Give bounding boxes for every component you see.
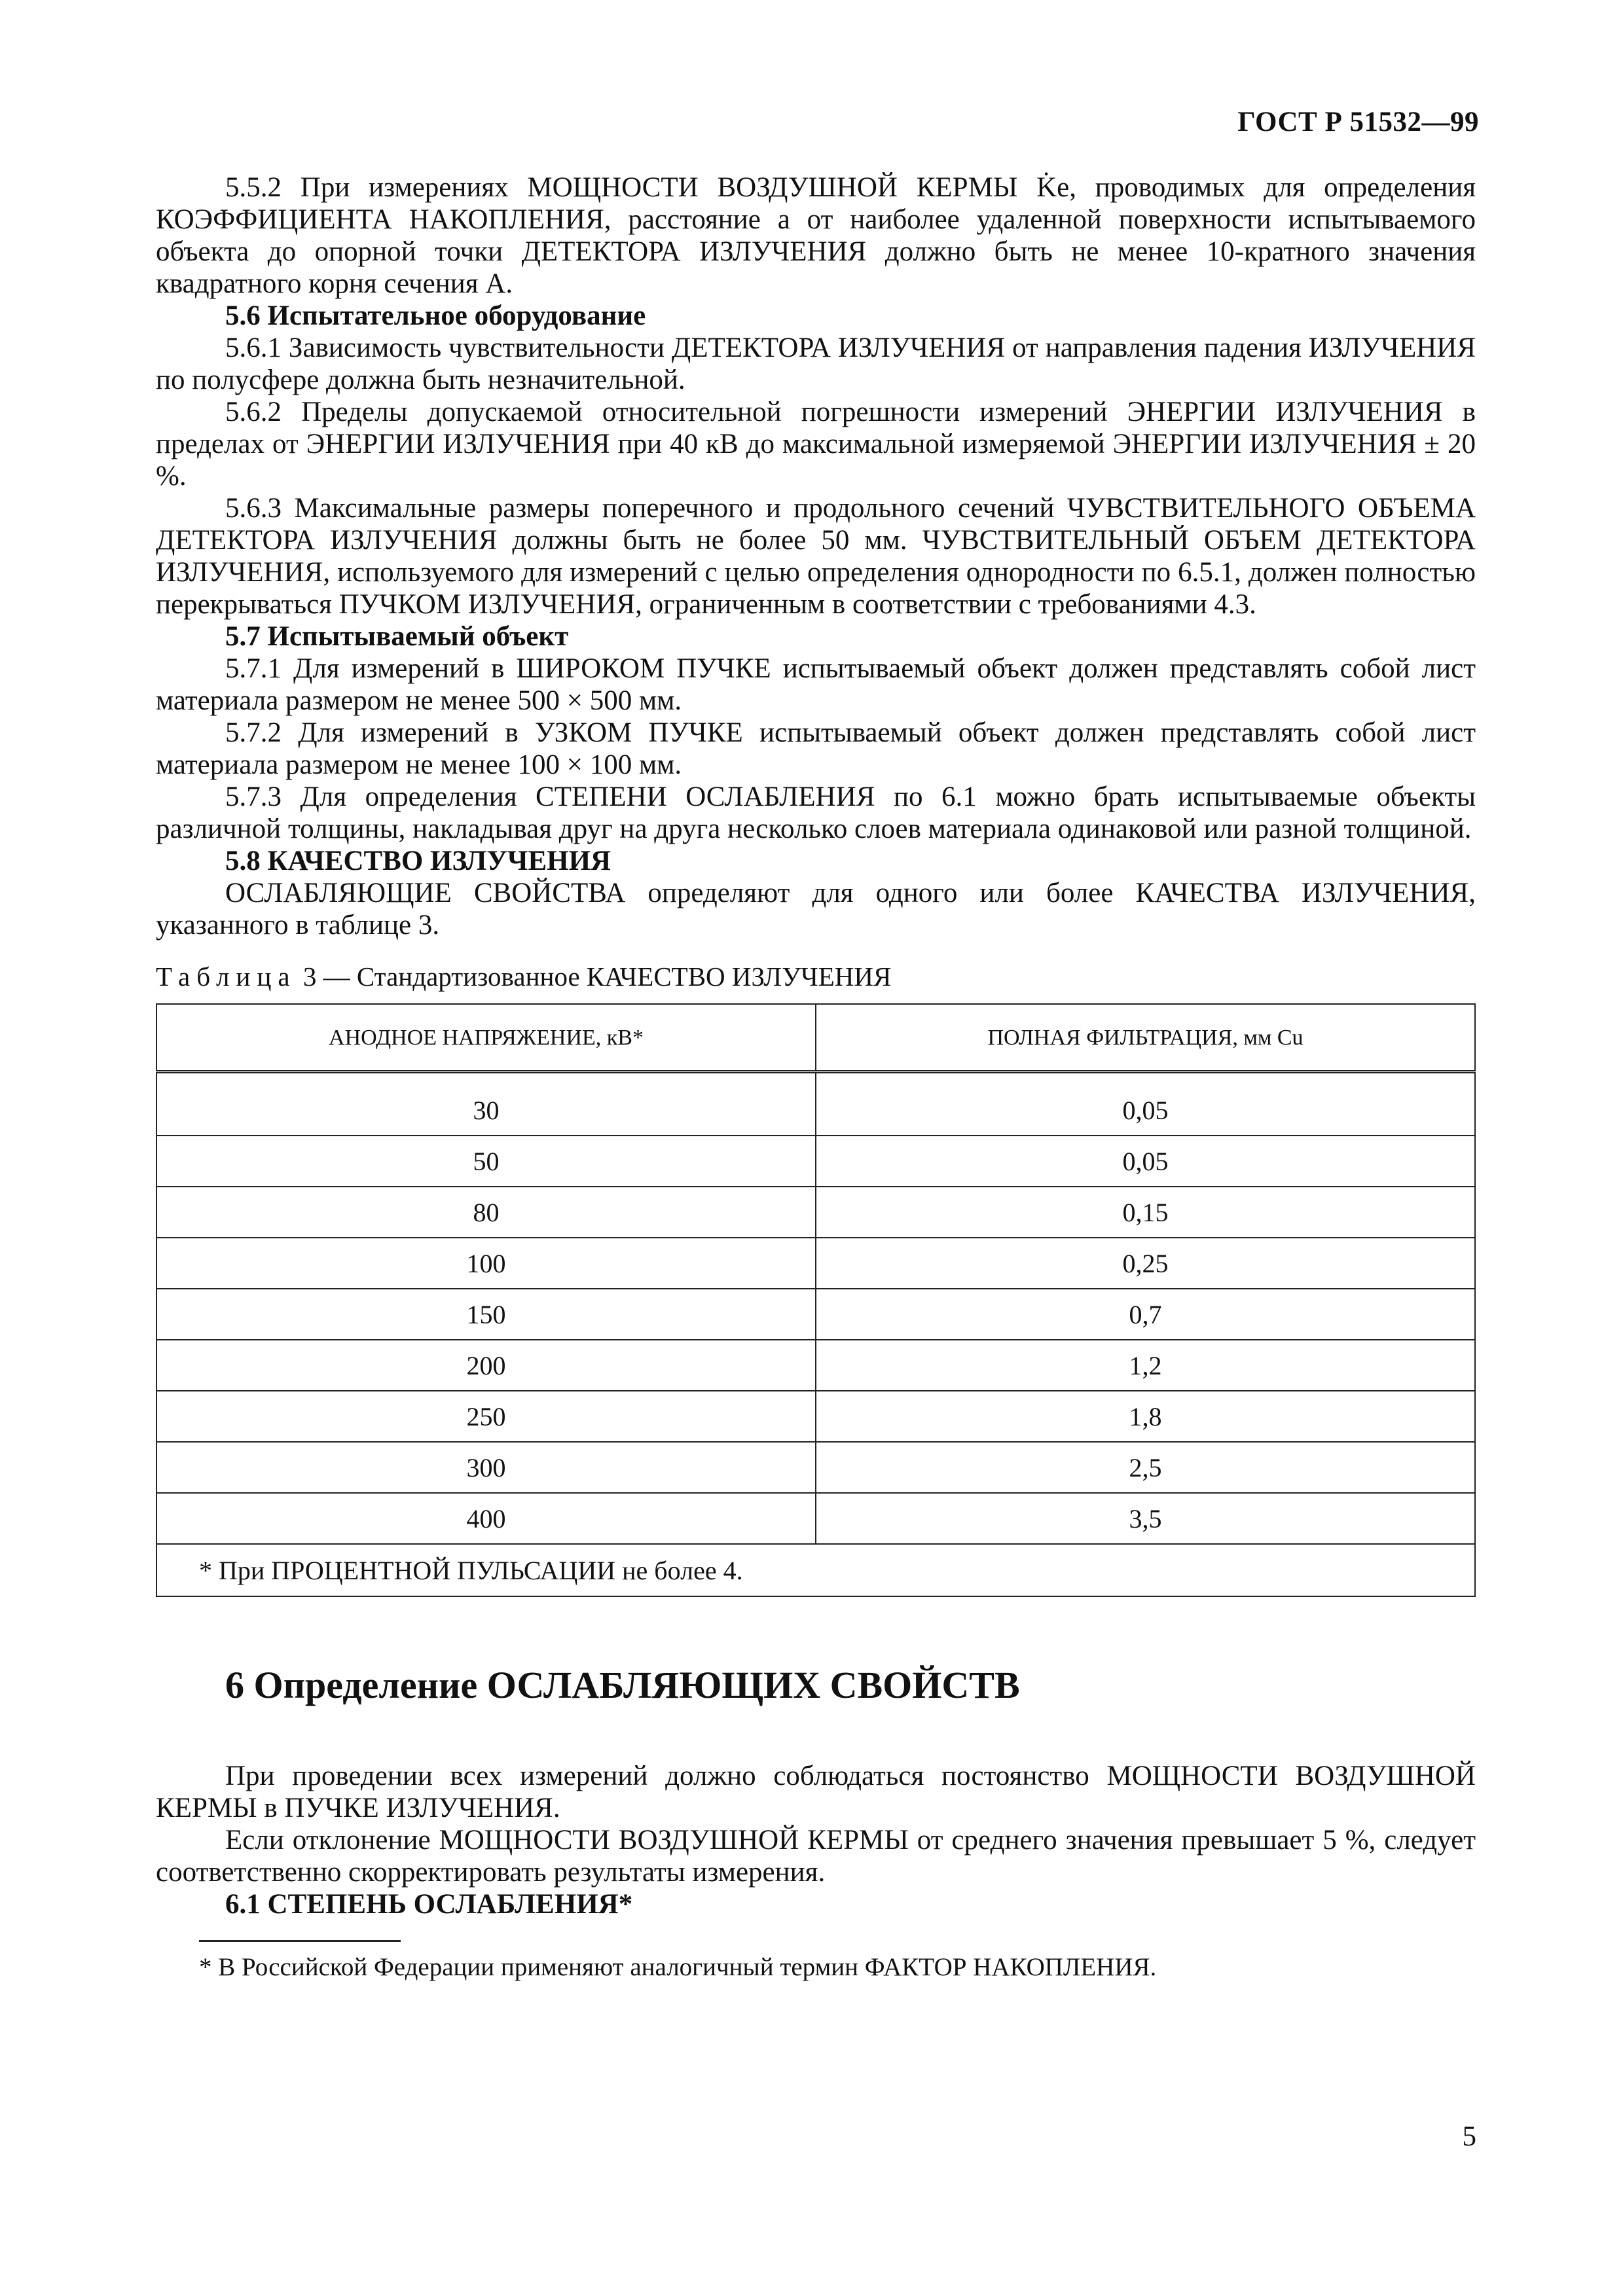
heading-5-7: 5.7 Испытываемый объект [225,621,569,652]
cell-voltage: 250 [156,1391,816,1442]
footnote-divider [199,1940,401,1942]
cell-voltage: 100 [156,1238,816,1289]
paragraph-5-8: ОСЛАБЛЯЮЩИЕ СВОЙСТВА определяют для одного или более КАЧЕСТВА ИЗЛУЧЕНИЯ, указанного в таблице 3. [156,878,1476,941]
paragraph-5-7-1: 5.7.1 Для измерений в ШИРОКОМ ПУЧКЕ испытываемый объект должен представлять собой лист материала размером не менее 500 × 500 мм. [156,653,1476,716]
page-number: 5 [1462,2121,1476,2152]
table-footnote: * При ПРОЦЕНТНОЙ ПУЛЬСАЦИИ не более 4. [156,1544,1475,1596]
heading-5-8: 5.8 КАЧЕСТВО ИЗЛУЧЕНИЯ [225,846,611,876]
cell-voltage: 200 [156,1340,816,1391]
cell-filtration: 1,2 [816,1340,1475,1391]
table-row [156,1442,1475,1493]
col-header-anode-voltage: АНОДНОЕ НАПРЯЖЕНИЕ, кВ* [156,1004,816,1072]
cell-voltage: 50 [156,1136,816,1187]
cell-voltage: 300 [156,1442,816,1493]
page-footnote: * В Российской Федерации применяют аналогичный термин ФАКТОР НАКОПЛЕНИЯ. [199,1953,1157,1981]
heading-5-6: 5.6 Испытательное оборудование [225,300,646,331]
table-header-row [156,1004,1475,1072]
cell-voltage: 30 [156,1072,816,1136]
table-row [156,1187,1475,1238]
table-row [156,1136,1475,1187]
table-caption-label: Таблица [156,961,297,992]
table-row [156,1340,1475,1391]
cell-voltage: 80 [156,1187,816,1238]
cell-filtration: 2,5 [816,1442,1475,1493]
table-row [156,1072,1475,1136]
heading-6-1: 6.1 СТЕПЕНЬ ОСЛАБЛЕНИЯ* [225,1889,633,1920]
cell-voltage: 400 [156,1493,816,1544]
document-code-header: ГОСТ Р 51532—99 [1237,107,1479,137]
cell-filtration: 0,05 [816,1136,1475,1187]
table-row [156,1391,1475,1442]
cell-filtration: 0,25 [816,1238,1475,1289]
document-body [156,171,1476,1983]
col-header-total-filtration: ПОЛНАЯ ФИЛЬТРАЦИЯ, мм Cu [816,1004,1475,1072]
table-row [156,1493,1475,1544]
table-footnote-row [156,1544,1475,1596]
paragraph-5-7-2: 5.7.2 Для измерений в УЗКОМ ПУЧКЕ испытываемый объект должен представлять собой лист материала размером не менее 100 × 100 мм. [156,717,1476,780]
paragraph-5-6-3: 5.6.3 Максимальные размеры поперечного и продольного сечений ЧУВСТВИТЕЛЬНОГО ОБЪЕМА ДЕТЕКТОРА ИЗЛУЧЕНИЯ должны быть не более 50 мм. ЧУВСТВИТЕЛЬНЫЙ ОБЪЕМ ДЕТЕКТОРА ИЗЛУЧЕНИЯ, используемого для измерений с целью определения однородности по 6.5.1, должен полностью перекрываться ПУЧКОМ ИЗЛУЧЕНИЯ, ограниченным в соответствии с требованиями 4.3. [156,493,1476,620]
cell-filtration: 1,8 [816,1391,1475,1442]
paragraph-6-intro-1: При проведении всех измерений должно соблюдаться постоянство МОЩНОСТИ ВОЗДУШНОЙ КЕРМЫ в ПУЧКЕ ИЗЛУЧЕНИЯ. [156,1761,1476,1823]
table-row [156,1289,1475,1340]
paragraph-5-6-1: 5.6.1 Зависимость чувствительности ДЕТЕКТОРА ИЗЛУЧЕНИЯ от направления падения ИЗЛУЧЕНИЯ по полусфере должна быть незначительной. [156,332,1476,395]
paragraph-5-5-2: 5.5.2 При измерениях МОЩНОСТИ ВОЗДУШНОЙ КЕРМЫ K̇e, проводимых для определения КОЭФФИЦИЕНТА НАКОПЛЕНИЯ, расстояние a от наиболее удаленной поверхности испытываемого объекта до опорной точки ДЕТЕКТОРА ИЗЛУЧЕНИЯ должно быть не менее 10-кратного значения квадратного корня сечения A. [156,172,1476,299]
table-caption [156,961,1476,993]
paragraph-5-7-3: 5.7.3 Для определения СТЕПЕНИ ОСЛАБЛЕНИЯ по 6.1 можно брать испытываемые объекты различной толщины, накладывая друг на друга несколько слоев материала одинаковой или разной толщиной. [156,781,1476,844]
table-caption-text: 3 — Стандартизованное КАЧЕСТВО ИЗЛУЧЕНИЯ [302,961,892,992]
paragraph-6-intro-2: Если отклонение МОЩНОСТИ ВОЗДУШНОЙ КЕРМЫ от среднего значения превышает 5 %, следует соответственно скорректировать результаты измерения. [156,1825,1476,1888]
cell-filtration: 0,05 [816,1072,1475,1136]
cell-filtration: 0,15 [816,1187,1475,1238]
cell-filtration: 3,5 [816,1493,1475,1544]
radiation-quality-table [156,1003,1476,1597]
cell-filtration: 0,7 [816,1289,1475,1340]
table-row [156,1238,1475,1289]
paragraph-5-6-2: 5.6.2 Пределы допускаемой относительной погрешности измерений ЭНЕРГИИ ИЗЛУЧЕНИЯ в пределах от ЭНЕРГИИ ИЗЛУЧЕНИЯ при 40 кВ до максимальной измеряемой ЭНЕРГИИ ИЗЛУЧЕНИЯ ± 20 %. [156,397,1476,492]
cell-voltage: 150 [156,1289,816,1340]
section-6-title: 6 Определение ОСЛАБЛЯЮЩИХ СВОЙСТВ [225,1664,1020,1706]
